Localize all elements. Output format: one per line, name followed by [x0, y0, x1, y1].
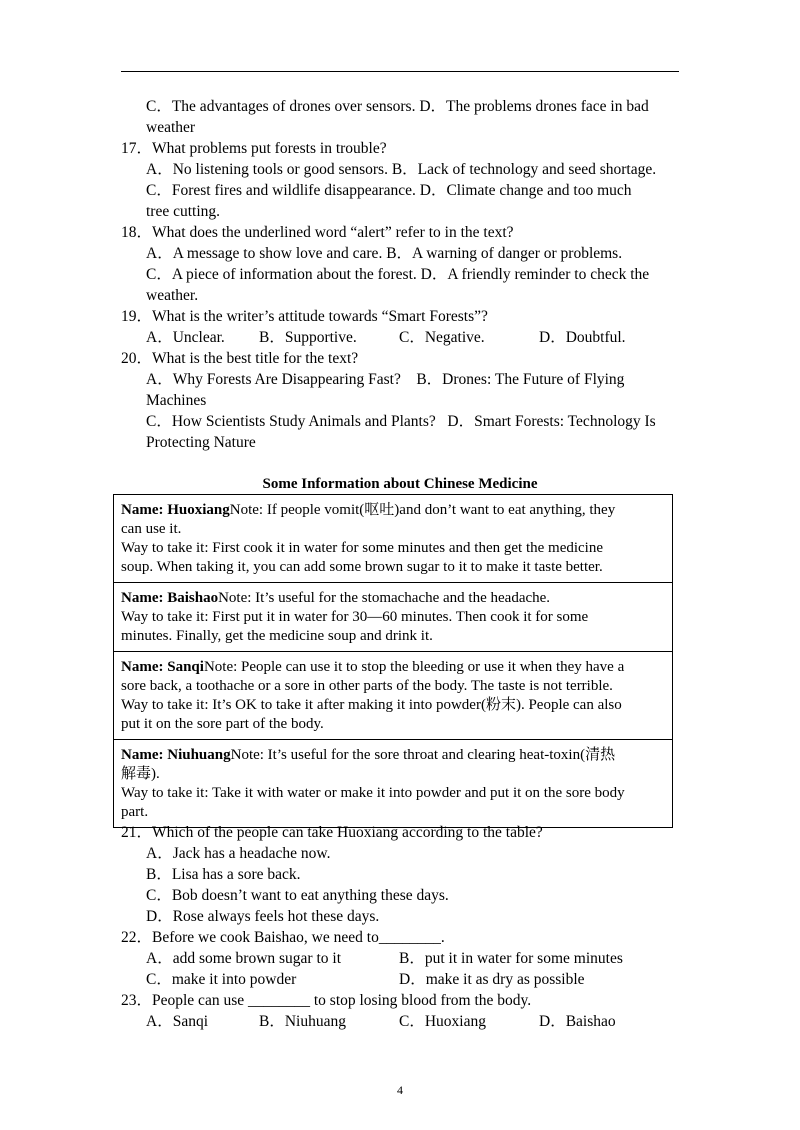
question-23: 23．People can use ________ to stop losing blood from the body. [121, 992, 532, 1009]
medicine-way-cont: soup. When taking it, you can add some brown sugar to it to make it taste better. [121, 559, 603, 575]
q22-option-c: C．make it into powder [146, 971, 297, 988]
q21-option-d: D．Rose always feels hot these days. [146, 908, 380, 925]
header-rule [121, 71, 679, 72]
q18-options-c-d: C．A piece of information about the forest. D．A friendly reminder to check the [146, 266, 650, 283]
table-cell-baishao [114, 583, 673, 652]
medicine-note: Note: It’s useful for the stomachache and the headache. [218, 590, 551, 606]
q19-option-a: A．Unclear. [146, 329, 225, 346]
q23-option-c: C．Huoxiang [399, 1013, 486, 1030]
q18-options-a-b: A．A message to show love and care. B．A warning of danger or problems. [146, 245, 623, 262]
medicine-way: Way to take it: First cook it in water for some minutes and then get the medicine [121, 540, 604, 556]
q16-option-c-d: C．The advantages of drones over sensors. D．The problems drones face in bad [146, 98, 649, 115]
q21-option-c: C．Bob doesn’t want to eat anything these days. [146, 887, 449, 904]
q22-option-d: D．make it as dry as possible [399, 971, 585, 988]
table-row [114, 740, 673, 828]
q17-options-c-d: C．Forest fires and wildlife disappearance. D．Climate change and too much [146, 182, 632, 199]
medicine-note: Note: If people vomit(呕吐)and don’t want to eat anything, they [229, 502, 616, 518]
q23-option-b: B．Niuhuang [259, 1013, 346, 1030]
q20-options-a-b: A．Why Forests Are Disappearing Fast? B．Drones: The Future of Flying [146, 371, 625, 388]
q18-option-d-cont: weather. [146, 287, 199, 304]
question-20: 20．What is the best title for the text? [121, 350, 359, 367]
q21-option-b: B．Lisa has a sore back. [146, 866, 301, 883]
page-number: 4 [397, 1083, 403, 1097]
medicine-way: Way to take it: Take it with water or make it into powder and put it on the sore body [121, 785, 625, 801]
medicine-table [113, 494, 673, 828]
q17-option-d-cont: tree cutting. [146, 203, 221, 220]
medicine-note-cont: 解毒). [121, 766, 160, 782]
question-22: 22．Before we cook Baishao, we need to________. [121, 929, 445, 946]
q22-option-b: B．put it in water for some minutes [399, 950, 623, 967]
q19-option-c: C．Negative. [399, 329, 485, 346]
medicine-name: Name: Sanqi [121, 659, 204, 675]
q16-option-d-cont: weather [146, 119, 196, 136]
table-row [114, 652, 673, 740]
q21-option-a: A．Jack has a headache now. [146, 845, 331, 862]
q22-option-a: A．add some brown sugar to it [146, 950, 342, 967]
medicine-way-cont: put it on the sore part of the body. [121, 716, 324, 732]
q19-option-b: B．Supportive. [259, 329, 357, 346]
q20-option-d-cont: Protecting Nature [146, 434, 256, 451]
table-cell-sanqi [114, 652, 673, 740]
medicine-name: Name: Baishao [121, 590, 219, 606]
medicine-way-cont: minutes. Finally, get the medicine soup and drink it. [121, 628, 433, 644]
medicine-way: Way to take it: First put it in water for 30—60 minutes. Then cook it for some [121, 609, 589, 625]
medicine-note-cont: can use it. [121, 521, 182, 537]
medicine-note-cont: sore back, a toothache or a sore in other parts of the body. The taste is not terrible. [121, 678, 613, 694]
question-19: 19．What is the writer’s attitude towards “Smart Forests”? [121, 308, 488, 325]
table-cell-niuhuang [114, 740, 673, 828]
question-21: 21．Which of the people can take Huoxiang according to the table? [121, 824, 543, 841]
table-row [114, 583, 673, 652]
question-17: 17．What problems put forests in trouble? [121, 140, 387, 157]
table-row [114, 495, 673, 583]
q20-options-c-d: C．How Scientists Study Animals and Plants? D．Smart Forests: Technology Is [146, 413, 656, 430]
table-title: Some Information about Chinese Medicine [262, 476, 538, 492]
question-18: 18．What does the underlined word “alert” refer to in the text? [121, 224, 514, 241]
medicine-name: Name: Niuhuang [121, 747, 231, 763]
q17-options-a-b: A．No listening tools or good sensors. B．Lack of technology and seed shortage. [146, 161, 657, 178]
medicine-way: Way to take it: It’s OK to take it after making it into powder(粉末). People can also [121, 697, 622, 713]
q19-option-d: D．Doubtful. [539, 329, 626, 346]
medicine-note: Note: It’s useful for the sore throat and clearing heat-toxin(清热 [230, 747, 616, 763]
medicine-note: Note: People can use it to stop the bleeding or use it when they have a [203, 659, 625, 675]
q23-option-a: A．Sanqi [146, 1013, 209, 1030]
medicine-way-cont: part. [121, 804, 149, 820]
q23-option-d: D．Baishao [539, 1013, 616, 1030]
medicine-name: Name: Huoxiang [121, 502, 230, 518]
q20-option-b-cont: Machines [146, 392, 207, 409]
table-cell-huoxiang [114, 495, 673, 583]
